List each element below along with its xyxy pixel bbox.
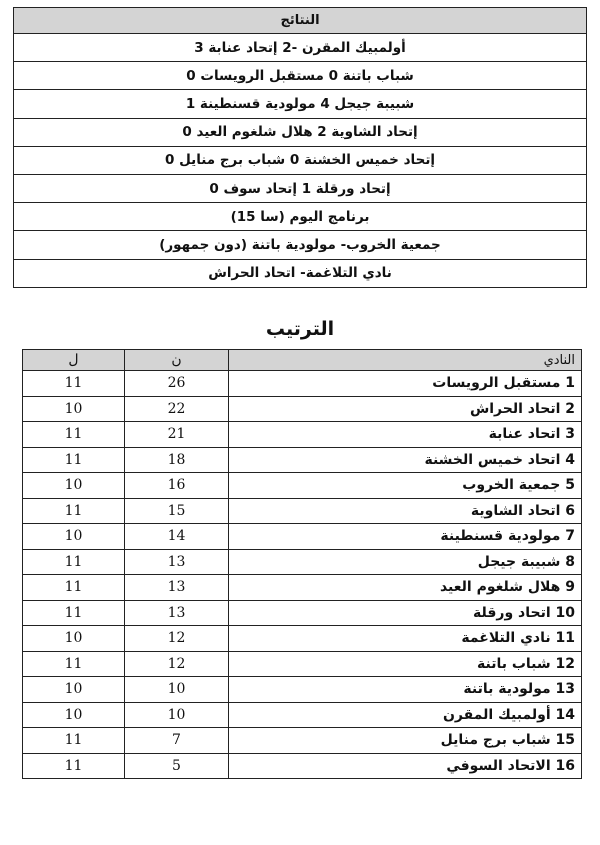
- points-cell: 15: [125, 498, 229, 524]
- standings-row: [23, 549, 582, 575]
- standings-header-row: [23, 350, 582, 371]
- standings-row: [23, 702, 582, 728]
- standings-row: [23, 473, 582, 499]
- club-cell: 8 شبيبة جيجل: [229, 549, 582, 575]
- played-cell: 11: [23, 498, 125, 524]
- result-text: جمعية الخروب- مولودية باتنة (دون جمهور): [14, 231, 587, 259]
- standings-row: [23, 600, 582, 626]
- standings-row: [23, 626, 582, 652]
- results-header-row: [14, 8, 587, 34]
- points-cell: 14: [125, 524, 229, 550]
- points-cell: 26: [125, 371, 229, 397]
- club-cell: 16 الاتحاد السوفي: [229, 753, 582, 779]
- standings-row: [23, 753, 582, 779]
- club-cell: 4 اتحاد خميس الخشنة: [229, 447, 582, 473]
- points-cell: 21: [125, 422, 229, 448]
- played-cell: 11: [23, 753, 125, 779]
- results-table: [13, 7, 587, 288]
- played-cell: 10: [23, 524, 125, 550]
- result-row: [14, 34, 587, 62]
- club-cell: 14 أولمبيك المقرن: [229, 702, 582, 728]
- played-cell: 11: [23, 600, 125, 626]
- played-cell: 11: [23, 575, 125, 601]
- played-cell: 11: [23, 549, 125, 575]
- points-header: ن: [125, 350, 229, 371]
- club-cell: 12 شباب باتنة: [229, 651, 582, 677]
- played-cell: 10: [23, 626, 125, 652]
- club-cell: 9 هلال شلغوم العيد: [229, 575, 582, 601]
- club-cell: 13 مولودية باتنة: [229, 677, 582, 703]
- result-text: نادي التلاغمة- اتحاد الحراش: [14, 259, 587, 287]
- standings-row: [23, 371, 582, 397]
- club-cell: 2 اتحاد الحراش: [229, 396, 582, 422]
- standings-row: [23, 728, 582, 754]
- result-text: شباب باتنة 0 مستقبل الرويسات 0: [14, 62, 587, 90]
- points-cell: 22: [125, 396, 229, 422]
- points-cell: 12: [125, 651, 229, 677]
- standings-row: [23, 422, 582, 448]
- standings-row: [23, 396, 582, 422]
- points-cell: 18: [125, 447, 229, 473]
- standings-row: [23, 651, 582, 677]
- points-cell: 13: [125, 600, 229, 626]
- club-cell: 15 شباب برج منايل: [229, 728, 582, 754]
- points-cell: 13: [125, 575, 229, 601]
- result-row: [14, 62, 587, 90]
- points-cell: 10: [125, 677, 229, 703]
- club-cell: 7 مولودية قسنطينة: [229, 524, 582, 550]
- result-row: [14, 203, 587, 231]
- club-cell: 11 نادي التلاغمة: [229, 626, 582, 652]
- played-cell: 11: [23, 447, 125, 473]
- played-cell: 11: [23, 371, 125, 397]
- club-cell: 5 جمعية الخروب: [229, 473, 582, 499]
- played-cell: 10: [23, 702, 125, 728]
- standings-row: [23, 447, 582, 473]
- club-cell: 1 مستقبل الرويسات: [229, 371, 582, 397]
- result-row: [14, 118, 587, 146]
- standings-row: [23, 677, 582, 703]
- played-cell: 10: [23, 396, 125, 422]
- results-header: النتائج: [14, 8, 587, 34]
- club-cell: 3 اتحاد عنابة: [229, 422, 582, 448]
- result-row: [14, 259, 587, 287]
- points-cell: 13: [125, 549, 229, 575]
- result-text: برنامج اليوم (سا 15): [14, 203, 587, 231]
- standings-table: [22, 349, 582, 779]
- result-text: شبيبة جيجل 4 مولودية قسنطينة 1: [14, 90, 587, 118]
- result-text: إتحاد الشاوية 2 هلال شلغوم العيد 0: [14, 118, 587, 146]
- club-cell: 10 اتحاد ورقلة: [229, 600, 582, 626]
- result-row: [14, 90, 587, 118]
- result-row: [14, 231, 587, 259]
- result-row: [14, 146, 587, 174]
- points-cell: 10: [125, 702, 229, 728]
- played-cell: 10: [23, 677, 125, 703]
- points-cell: 7: [125, 728, 229, 754]
- club-header: النادي: [229, 350, 582, 371]
- result-text: أولمبيك المقرن -2 إتحاد عنابة 3: [14, 34, 587, 62]
- points-cell: 12: [125, 626, 229, 652]
- played-cell: 11: [23, 728, 125, 754]
- standings-row: [23, 575, 582, 601]
- played-cell: 11: [23, 651, 125, 677]
- standings-row: [23, 524, 582, 550]
- standings-row: [23, 498, 582, 524]
- result-text: إتحاد ورقلة 1 إتحاد سوف 0: [14, 174, 587, 202]
- played-header: ل: [23, 350, 125, 371]
- result-row: [14, 174, 587, 202]
- played-cell: 11: [23, 422, 125, 448]
- points-cell: 5: [125, 753, 229, 779]
- played-cell: 10: [23, 473, 125, 499]
- standings-title: الترتيب: [265, 318, 335, 340]
- club-cell: 6 اتحاد الشاوية: [229, 498, 582, 524]
- points-cell: 16: [125, 473, 229, 499]
- result-text: إتحاد خميس الخشنة 0 شباب برج منايل 0: [14, 146, 587, 174]
